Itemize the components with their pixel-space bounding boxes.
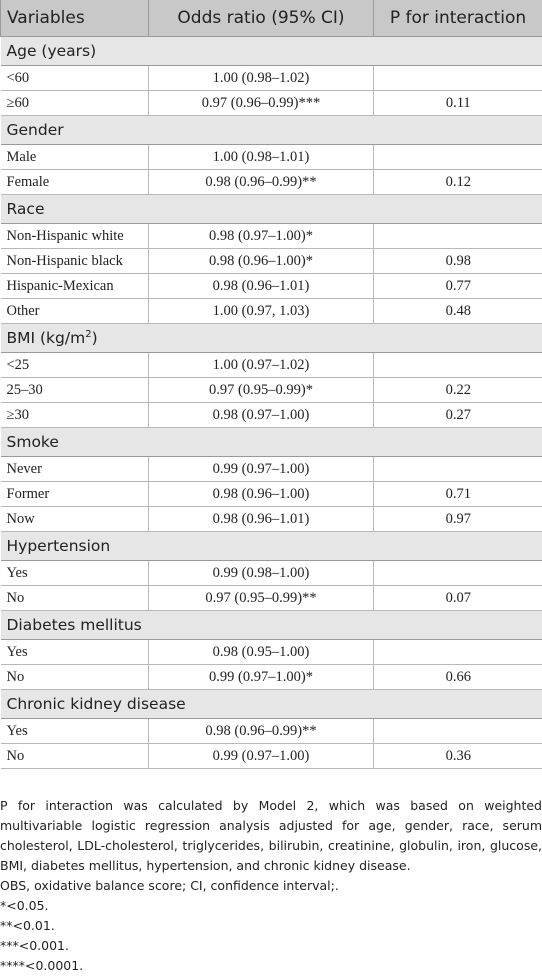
group-row [1,116,542,145]
table-row [1,719,542,744]
table-row [1,507,542,532]
cell-p-interaction: 0.48 [374,299,542,324]
table-row [1,249,542,274]
abbreviations-note: OBS, oxidative balance score; CI, confidence interval;. [0,876,542,896]
cell-odds-ratio: 1.00 (0.98–1.01) [149,145,374,170]
table-row [1,299,542,324]
cell-p-interaction: 0.12 [374,170,542,195]
cell-odds-ratio: 0.98 (0.97–1.00) [149,403,374,428]
cell-odds-ratio: 0.97 (0.96–0.99)*** [149,91,374,116]
cell-odds-ratio: 0.98 (0.97–1.00)* [149,224,374,249]
header-odds-ratio: Odds ratio (95% CI) [149,0,374,37]
cell-p-interaction [374,719,542,744]
table-row [1,586,542,611]
significance-note-1: *<0.05. [0,896,542,916]
group-label-text: Hypertension [7,537,111,555]
cell-odds-ratio: 0.98 (0.96–1.00) [149,482,374,507]
cell-odds-ratio: 0.99 (0.97–1.00) [149,457,374,482]
table-row [1,274,542,299]
cell-p-interaction: 0.98 [374,249,542,274]
cell-p-interaction [374,66,542,91]
cell-variable: Former [1,482,149,507]
cell-odds-ratio: 0.98 (0.96–1.00)* [149,249,374,274]
header-variables: Variables [1,0,149,37]
group-label [1,116,542,145]
group-label-text: Chronic kidney disease [7,695,186,713]
cell-variable: Yes [1,719,149,744]
significance-note-3: ***<0.001. [0,936,542,956]
cell-odds-ratio: 0.98 (0.96–1.01) [149,274,374,299]
group-label-suffix: ) [92,329,98,347]
cell-odds-ratio: 0.98 (0.96–0.99)** [149,719,374,744]
cell-odds-ratio: 0.99 (0.97–1.00) [149,744,374,769]
group-label [1,611,542,640]
group-row [1,195,542,224]
table-body [1,37,542,769]
group-label [1,37,542,66]
cell-odds-ratio: 1.00 (0.97, 1.03) [149,299,374,324]
cell-p-interaction: 0.97 [374,507,542,532]
table-row [1,145,542,170]
group-label-text: BMI (kg/m [7,329,86,347]
table-row [1,561,542,586]
cell-variable: <25 [1,353,149,378]
table-row [1,482,542,507]
group-label-text: Gender [7,121,64,139]
group-label-superscript: 2 [85,329,91,340]
table-row [1,744,542,769]
group-label [1,532,542,561]
table-header-row [1,0,542,37]
cell-p-interaction: 0.36 [374,744,542,769]
cell-p-interaction [374,561,542,586]
table-row [1,640,542,665]
cell-p-interaction: 0.27 [374,403,542,428]
group-row [1,532,542,561]
table-row [1,353,542,378]
group-row [1,37,542,66]
cell-odds-ratio: 0.98 (0.96–1.01) [149,507,374,532]
table-footnotes [0,796,542,976]
table-row [1,66,542,91]
cell-variable: Male [1,145,149,170]
model-note: P for interaction was calculated by Model 2, which was based on weighted multivariable logistic regression analysis adjusted for age, gender, race, serum cholesterol, LDL-cholesterol, triglycerides, bilirubin, creatinine, globulin, iron, glucose, BMI, diabetes mellitus, hypertension, and chronic kidney disease. [0,796,542,876]
cell-variable: No [1,744,149,769]
group-row [1,611,542,640]
cell-variable: Hispanic-Mexican [1,274,149,299]
group-label-text: Smoke [7,433,59,451]
header-p-for-interaction: P for interaction [374,0,542,37]
cell-variable: 25–30 [1,378,149,403]
table-row [1,378,542,403]
group-label-text: Race [7,200,45,218]
cell-variable: Never [1,457,149,482]
cell-variable: Yes [1,640,149,665]
cell-variable: Yes [1,561,149,586]
cell-odds-ratio: 0.98 (0.95–1.00) [149,640,374,665]
cell-odds-ratio: 0.98 (0.96–0.99)** [149,170,374,195]
cell-variable: Non-Hispanic black [1,249,149,274]
cell-variable: <60 [1,66,149,91]
table-row [1,457,542,482]
cell-p-interaction: 0.71 [374,482,542,507]
cell-p-interaction: 0.66 [374,665,542,690]
cell-variable: Non-Hispanic white [1,224,149,249]
cell-p-interaction: 0.22 [374,378,542,403]
cell-p-interaction [374,640,542,665]
group-label [1,324,542,353]
cell-variable: ≥60 [1,91,149,116]
group-row [1,324,542,353]
cell-p-interaction: 0.11 [374,91,542,116]
cell-p-interaction [374,457,542,482]
cell-odds-ratio: 0.97 (0.95–0.99)** [149,586,374,611]
cell-odds-ratio: 0.97 (0.95–0.99)* [149,378,374,403]
cell-odds-ratio: 1.00 (0.98–1.02) [149,66,374,91]
cell-p-interaction [374,145,542,170]
cell-p-interaction [374,353,542,378]
table-row [1,665,542,690]
cell-odds-ratio: 1.00 (0.97–1.02) [149,353,374,378]
group-label-text: Age (years) [7,42,97,60]
cell-variable: Other [1,299,149,324]
cell-p-interaction: 0.77 [374,274,542,299]
cell-variable: Female [1,170,149,195]
cell-variable: No [1,586,149,611]
cell-p-interaction: 0.07 [374,586,542,611]
group-label-text: Diabetes mellitus [7,616,142,634]
cell-variable: ≥30 [1,403,149,428]
cell-odds-ratio: 0.99 (0.98–1.00) [149,561,374,586]
table-row [1,170,542,195]
group-label [1,195,542,224]
table-row [1,224,542,249]
group-row [1,690,542,719]
significance-note-2: **<0.01. [0,916,542,936]
cell-p-interaction [374,224,542,249]
cell-variable: No [1,665,149,690]
cell-odds-ratio: 0.99 (0.97–1.00)* [149,665,374,690]
group-row [1,428,542,457]
group-label [1,428,542,457]
table-row [1,91,542,116]
table-row [1,403,542,428]
group-label [1,690,542,719]
significance-note-4: ****<0.0001. [0,956,542,976]
cell-variable: Now [1,507,149,532]
